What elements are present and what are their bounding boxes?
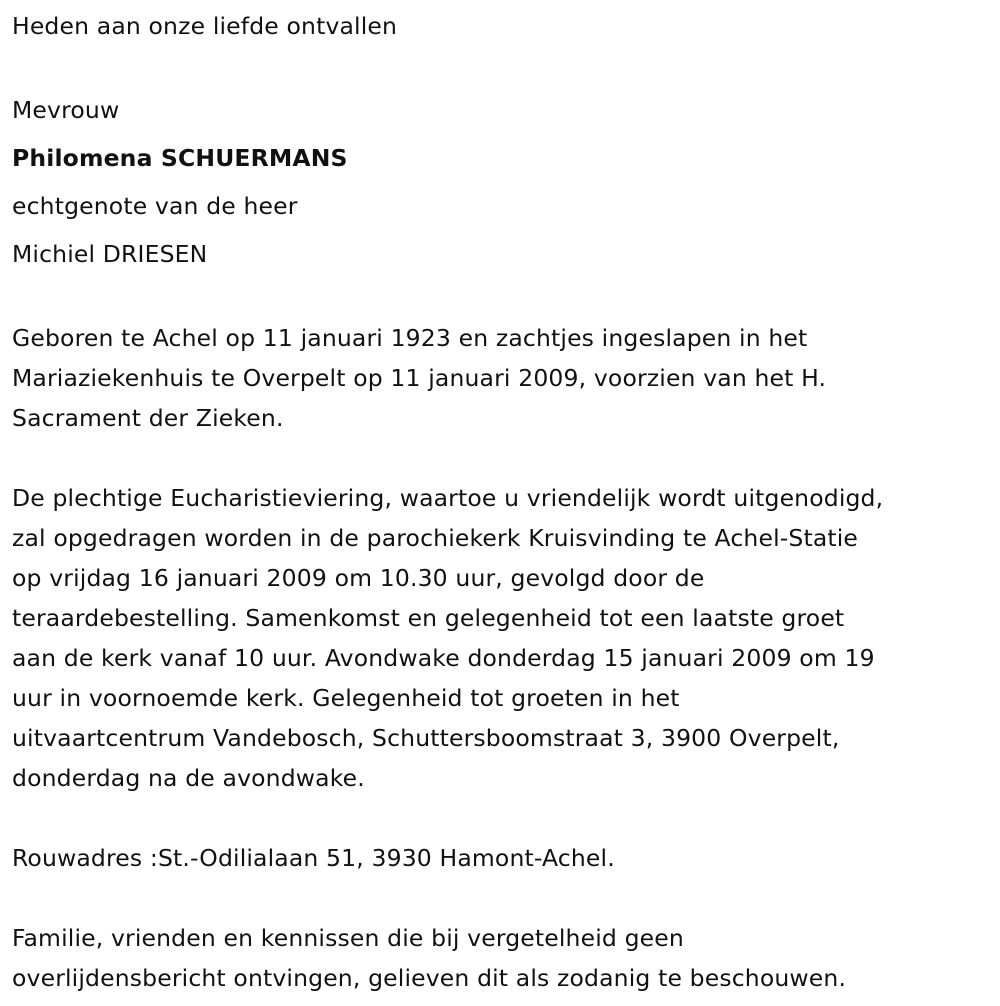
mourning-address: Rouwadres :St.-Odilialaan 51, 3930 Hamont-Achel. (12, 844, 615, 872)
paragraph-line: Familie, vrienden en kennissen die bij vergetelheid geen (12, 924, 684, 952)
intro-text: Heden aan onze liefde ontvallen (12, 12, 398, 40)
paragraph-line: overlijdensbericht ontvingen, gelieven dit als zodanig te beschouwen. (12, 964, 847, 992)
birth-paragraph (12, 318, 883, 438)
paragraph-line: Mariaziekenhuis te Overpelt op 11 januari 2009, voorzien van het H. (12, 364, 827, 392)
paragraph-line: Sacrament der Zieken. (12, 404, 284, 432)
paragraph-line: donderdag na de avondwake. (12, 764, 365, 792)
title-text: Mevrouw (12, 96, 120, 124)
paragraph-line: De plechtige Eucharistieviering, waartoe u vriendelijk wordt uitgenodigd, (12, 484, 884, 512)
relation-text: echtgenote van de heer (12, 192, 298, 220)
paragraph-line: aan de kerk vanaf 10 uur. Avondwake donderdag 15 januari 2009 om 19 (12, 644, 875, 672)
paragraph-line: Geboren te Achel op 11 januari 1923 en zachtjes ingeslapen in het (12, 324, 808, 352)
closing-paragraph (12, 918, 883, 998)
paragraph-line: teraardebestelling. Samenkomst en gelegenheid tot een laatste groet (12, 604, 845, 632)
spouse-name: Michiel DRIESEN (12, 240, 208, 268)
paragraph-line: uur in voornoemde kerk. Gelegenheid tot groeten in het (12, 684, 680, 712)
deceased-name: Philomena SCHUERMANS (12, 144, 348, 172)
paragraph-line: uitvaartcentrum Vandebosch, Schuttersboomstraat 3, 3900 Overpelt, (12, 724, 840, 752)
paragraph-line: zal opgedragen worden in de parochiekerk Kruisvinding te Achel-Statie (12, 524, 859, 552)
obituary-document (12, 6, 883, 998)
ceremony-paragraph (12, 478, 883, 798)
paragraph-line: op vrijdag 16 januari 2009 om 10.30 uur, gevolgd door de (12, 564, 705, 592)
